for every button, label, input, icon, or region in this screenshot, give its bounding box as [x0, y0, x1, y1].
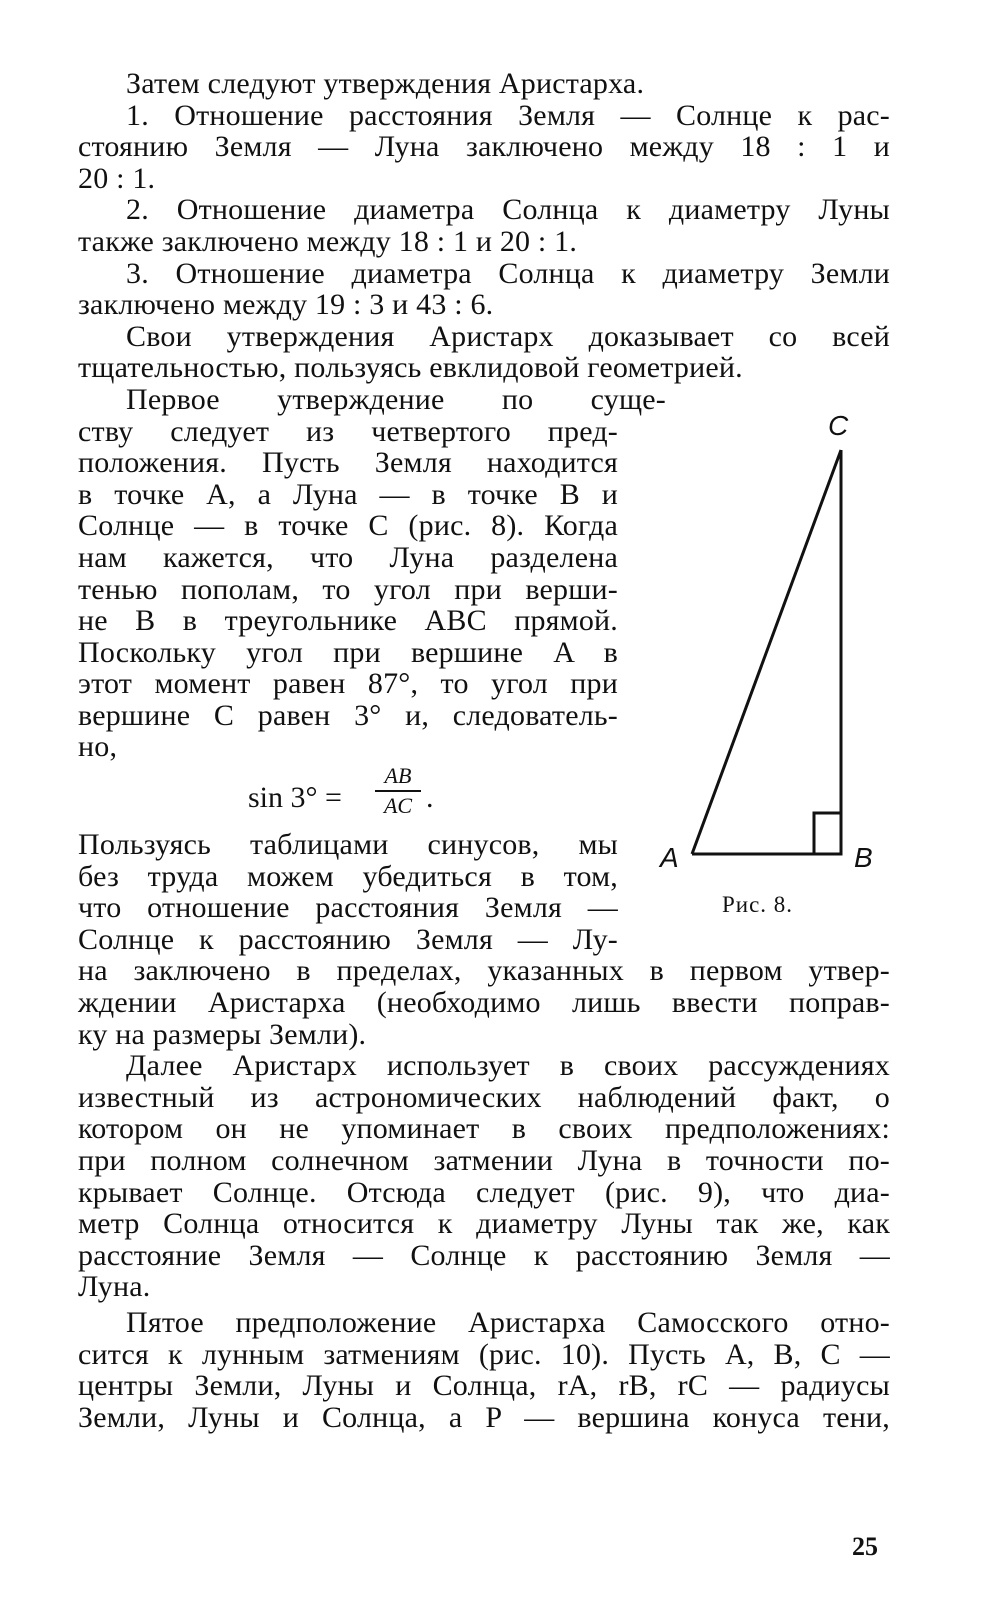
paragraph-fifth-line: Земли, Луны и Солнца, а P — вершина конуса тени, [78, 1400, 890, 1434]
paragraph-eclipse-line: Луна. [78, 1270, 151, 1304]
statement-2-line: также заключено между 18 : 1 и 20 : 1. [78, 224, 578, 258]
sine-formula [78, 763, 618, 829]
formula-fraction [373, 763, 423, 819]
statement-1-line: стоянию Земля — Луна заключено между 18 : 1 и [78, 130, 890, 164]
paragraph-eclipse-line: при полном солнечном затмении Луна в точности по- [78, 1144, 890, 1177]
paragraph-proof-line: тщательностью, пользуясь евклидовой геометрией. [78, 351, 743, 385]
paragraph-fifth-line: сится к лунным затмениям (рис. 10). Пусть A, B, C — [78, 1337, 890, 1371]
paragraph-eclipse-line: крывает Солнце. Отсюда следует (рис. 9), что диа- [78, 1175, 890, 1209]
paragraph-sines-line: ждении Аристарха (необходимо лишь ввести поправ- [78, 986, 890, 1020]
paragraph-sines-line: Солнце к расстоянию Земля — Лу- [78, 922, 618, 956]
statement-1-line: 1. Отношение расстояния Земля — Солнце к рас- [126, 98, 890, 132]
statement-3-line: 3. Отношение диаметра Солнца к диаметру Земли [126, 256, 890, 290]
paragraph-fifth-line: Пятое предположение Аристарха Самосского отно- [126, 1305, 890, 1339]
paragraph-eclipse-line: расстояние Земля — Солнце к расстоянию Земля — [78, 1238, 890, 1272]
formula-numerator: AB [384, 763, 412, 789]
paragraph-sines-line: что отношение расстояния Земля — [78, 891, 618, 925]
figure-caption: Рис. 8. [722, 892, 794, 917]
right-angle-mark [814, 813, 841, 854]
formula-lhs: sin 3° = [248, 781, 342, 815]
formula-period: . [426, 781, 434, 815]
formula-denominator: AC [383, 793, 413, 819]
paragraph-proof-line: Свои утверждения Аристарх доказывает со всей [126, 319, 890, 353]
paragraph-sines-line: без труда можем убедиться в том, [78, 859, 618, 893]
statement-3-line: заключено между 19 : 3 и 43 : 6. [78, 288, 494, 322]
paragraph-first-line: Поскольку угол при вершине A в [78, 635, 618, 669]
statement-1-line: 20 : 1. [78, 161, 156, 195]
vertex-label-c: C [828, 410, 849, 441]
fraction-bar [375, 790, 421, 792]
paragraph-first-line: Первое утверждение по суще- [126, 382, 666, 416]
paragraph-first-line: в точке A, а Луна — в точке B и [78, 477, 618, 511]
paragraph-first-line: этот момент равен 87°, то угол при [78, 667, 618, 701]
paragraph-intro: Затем следуют утверждения Аристарха. [126, 67, 645, 100]
page-number: 25 [852, 1532, 878, 1561]
paragraph-first-line: нам кажется, что Луна разделена [78, 540, 618, 574]
paragraph-fifth-line: центры Земли, Луны и Солнца, rA, rB, rC — радиусы [78, 1369, 890, 1403]
paragraph-eclipse-line: известный из астрономических наблюдений факт, о [78, 1080, 890, 1114]
paragraph-first-line: тенью пополам, то угол при верши- [78, 572, 618, 606]
paragraph-first-line: не B в треугольнике ABC прямой. [78, 604, 618, 638]
paragraph-sines-line: на заключено в пределах, указанных в первом утвер- [78, 954, 890, 988]
paragraph-eclipse-line: Далее Аристарх использует в своих рассуждениях [126, 1049, 890, 1083]
paragraph-first-line: но, [78, 730, 118, 764]
statement-2-line: 2. Отношение диаметра Солнца к диаметру Луны [126, 193, 890, 227]
paragraph-sines-line: ку на размеры Земли). [78, 1017, 367, 1051]
paragraph-first-line: положения. Пусть Земля находится [78, 446, 618, 480]
paragraph-first-line: вершине C равен 3° и, следователь- [78, 698, 618, 732]
vertex-label-b: B [854, 842, 873, 873]
triangle-figure [650, 405, 890, 925]
paragraph-first-line: ству следует из четвертого пред- [78, 414, 618, 448]
paragraph-first-line: Солнце — в точке C (рис. 8). Когда [78, 509, 618, 543]
paragraph-sines-line: Пользуясь таблицами синусов, мы [78, 828, 618, 862]
paragraph-eclipse-line: метр Солнца относится к диаметру Луны так же, как [78, 1207, 890, 1241]
vertex-label-a: A [660, 842, 679, 873]
side-ac [692, 450, 841, 854]
paragraph-eclipse-line: котором он не упоминает в своих предположениях: [78, 1112, 890, 1146]
